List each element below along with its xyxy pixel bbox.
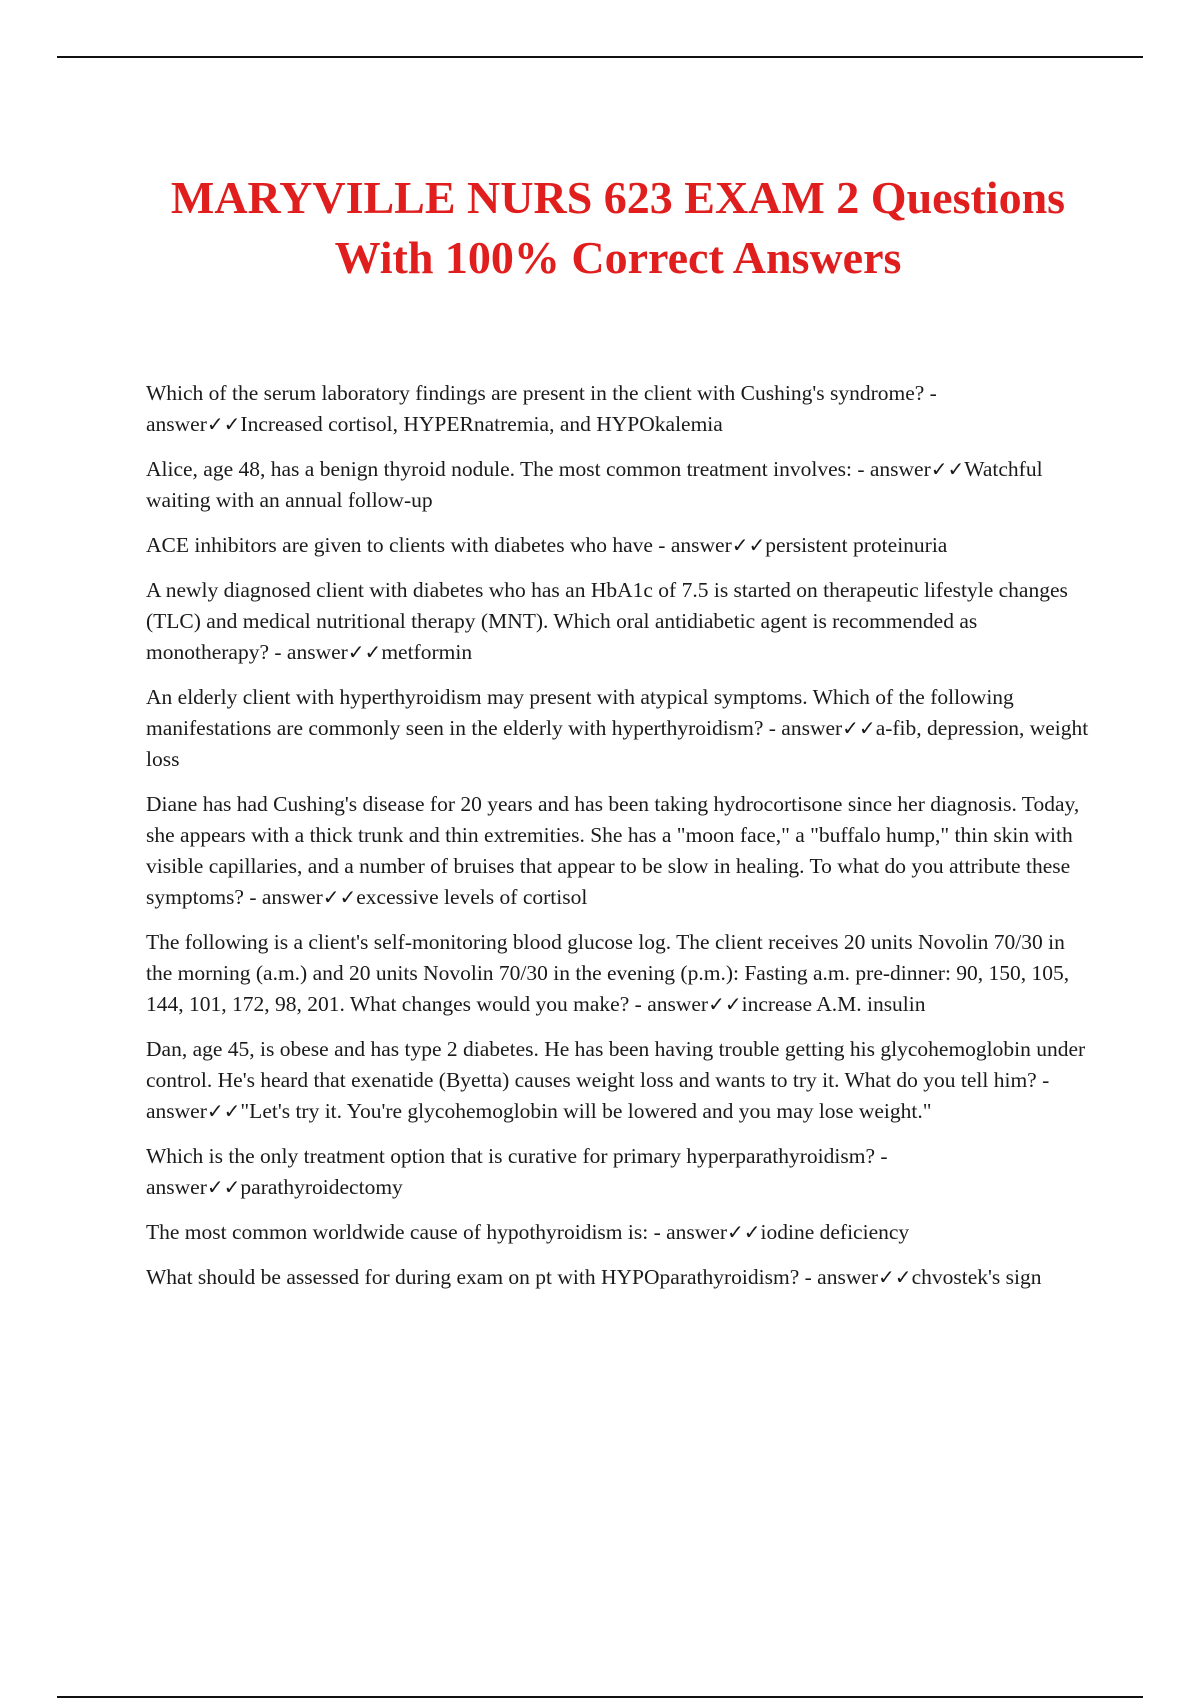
answer-text: iodine deficiency bbox=[760, 1220, 910, 1244]
answer-label: answer bbox=[146, 1175, 207, 1199]
check-marks-icon: ✓✓ bbox=[731, 533, 766, 557]
question-text: The most common worldwide cause of hypothyroidism is: - bbox=[146, 1220, 661, 1244]
check-marks-icon: ✓✓ bbox=[206, 1099, 241, 1123]
question-text: A newly diagnosed client with diabetes who has an HbA1c of 7.5 is started on therapeutic lifestyle changes (TLC) and medical nutritional therapy (MNT). Which oral antidiabetic agent is recommended as monotherapy? - bbox=[146, 578, 1068, 664]
question-text: Diane has had Cushing's disease for 20 years and has been taking hydrocortisone since her diagnosis. Today, she appears with a thick trunk and thin extremities. She has a "moon face," a "buffalo hump," thin skin with visible capillaries, and a number of bruises that appear to be slow in healing. To what do you attribute these symptoms? - bbox=[146, 792, 1080, 909]
check-marks-icon: ✓✓ bbox=[206, 412, 241, 436]
qa-list bbox=[146, 378, 1091, 1307]
qa-item bbox=[146, 454, 1091, 516]
check-marks-icon: ✓✓ bbox=[930, 457, 965, 481]
bottom-rule bbox=[57, 1696, 1143, 1698]
answer-text: parathyroidectomy bbox=[240, 1175, 403, 1199]
answer-label: answer bbox=[670, 533, 732, 557]
question-text: ACE inhibitors are given to clients with diabetes who have - bbox=[146, 533, 666, 557]
check-marks-icon: ✓✓ bbox=[727, 1220, 761, 1244]
qa-item bbox=[146, 530, 1091, 561]
check-marks-icon: ✓✓ bbox=[347, 640, 382, 664]
answer-text: excessive levels of cortisol bbox=[356, 885, 588, 909]
answer-text: a-fib, depression, weight loss bbox=[146, 716, 1089, 771]
qa-item bbox=[146, 1217, 1091, 1248]
answer-label: answer bbox=[781, 716, 843, 740]
answer-label: answer bbox=[817, 1265, 879, 1289]
answer-text: Increased cortisol, HYPERnatremia, and HYPOkalemia bbox=[240, 412, 723, 436]
answer-label: answer bbox=[146, 412, 207, 436]
answer-label: answer bbox=[647, 992, 709, 1016]
check-marks-icon: ✓✓ bbox=[322, 885, 357, 909]
check-marks-icon: ✓✓ bbox=[842, 716, 876, 740]
check-marks-icon: ✓✓ bbox=[878, 1265, 912, 1289]
question-text: Dan, age 45, is obese and has type 2 diabetes. He has been having trouble getting his glycohemoglobin under control. He's heard that exenatide (Byetta) causes weight loss and wants to try it. What do you tell him? - bbox=[146, 1037, 1086, 1092]
answer-label: answer bbox=[666, 1220, 727, 1244]
answer-text: increase A.M. insulin bbox=[741, 992, 926, 1016]
qa-item bbox=[146, 1034, 1091, 1127]
answer-text: persistent proteinuria bbox=[765, 533, 948, 557]
question-text: An elderly client with hyperthyroidism may present with atypical symptoms. Which of the following manifestations are commonly seen in the elderly with hyperthyroidism? - bbox=[146, 685, 1014, 740]
answer-text: "Let's try it. You're glycohemoglobin will be lowered and you may lose weight." bbox=[240, 1099, 932, 1123]
answer-text: chvostek's sign bbox=[911, 1265, 1042, 1289]
qa-item bbox=[146, 575, 1091, 668]
qa-item bbox=[146, 927, 1091, 1020]
answer-label: answer bbox=[146, 1099, 207, 1123]
answer-label: answer bbox=[286, 640, 348, 664]
qa-item bbox=[146, 1262, 1091, 1293]
qa-item bbox=[146, 378, 1091, 440]
answer-text: metformin bbox=[381, 640, 473, 664]
question-text: Which of the serum laboratory findings are present in the client with Cushing's syndrome? - bbox=[146, 381, 937, 405]
qa-item bbox=[146, 1141, 1091, 1203]
check-marks-icon: ✓✓ bbox=[708, 992, 742, 1016]
qa-item bbox=[146, 682, 1091, 775]
answer-label: answer bbox=[869, 457, 931, 481]
question-text: The following is a client's self-monitoring blood glucose log. The client receives 20 units Novolin 70/30 in the morning (a.m.) and 20 units Novolin 70/30 in the evening (p.m.): Fasting a.m. pre-dinner: 90, 150, 105, 144, 101, 172, 98, 201. What changes would you make? - bbox=[146, 930, 1070, 1016]
document-title: MARYVILLE NURS 623 EXAM 2 Questions With 100% Correct Answers bbox=[170, 172, 1066, 283]
qa-item bbox=[146, 789, 1091, 913]
question-text: What should be assessed for during exam on pt with HYPOparathyroidism? - bbox=[146, 1265, 812, 1289]
question-text: Alice, age 48, has a benign thyroid nodule. The most common treatment involves: - bbox=[146, 457, 865, 481]
question-text: Which is the only treatment option that is curative for primary hyperparathyroidism? - bbox=[146, 1144, 888, 1168]
top-rule bbox=[57, 56, 1143, 58]
check-marks-icon: ✓✓ bbox=[206, 1175, 241, 1199]
answer-text: Watchful waiting with an annual follow-up bbox=[146, 457, 1043, 512]
answer-label: answer bbox=[261, 885, 323, 909]
